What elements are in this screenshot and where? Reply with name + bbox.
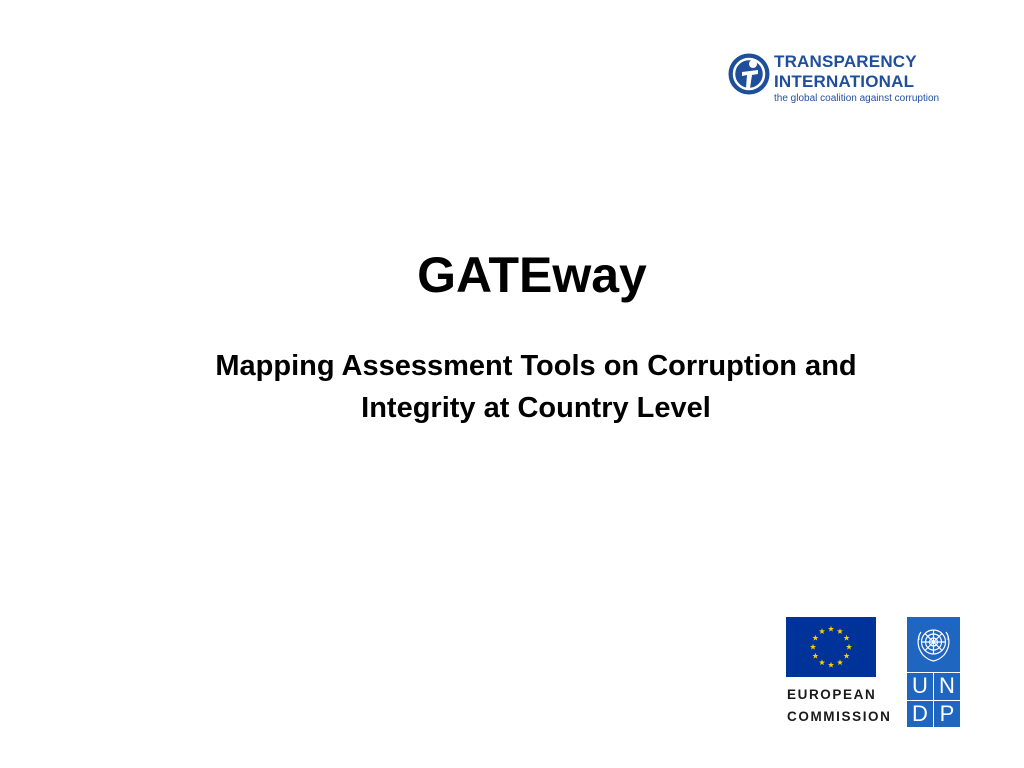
undp-letter-u: U — [912, 673, 928, 698]
ti-name-line2: INTERNATIONAL — [774, 72, 915, 91]
ti-emblem-icon — [728, 53, 770, 95]
slide-title: GATEway — [417, 247, 647, 303]
undp-letter-p: P — [939, 701, 955, 726]
undp-letter-n: N — [939, 673, 955, 698]
undp-letter-d: D — [912, 701, 928, 726]
slide-subtitle — [120, 345, 952, 429]
undp-logo — [907, 617, 960, 727]
ti-name-line1: TRANSPARENCY — [774, 52, 917, 71]
subtitle-line-1: Mapping Assessment Tools on Corruption and — [215, 350, 857, 382]
ec-name-line2: COMMISSION — [787, 709, 892, 724]
eu-flag-icon — [786, 617, 876, 677]
undp-divider-horizontal — [907, 700, 960, 701]
transparency-international-logo — [728, 52, 958, 108]
ec-name-line1: EUROPEAN — [787, 687, 877, 702]
un-emblem-icon — [911, 622, 956, 667]
ti-tagline: the global coalition against corruption — [774, 93, 940, 104]
subtitle-line-2: Integrity at Country Level — [361, 392, 711, 424]
european-commission-logo — [786, 617, 892, 727]
undp-letters — [907, 673, 960, 727]
